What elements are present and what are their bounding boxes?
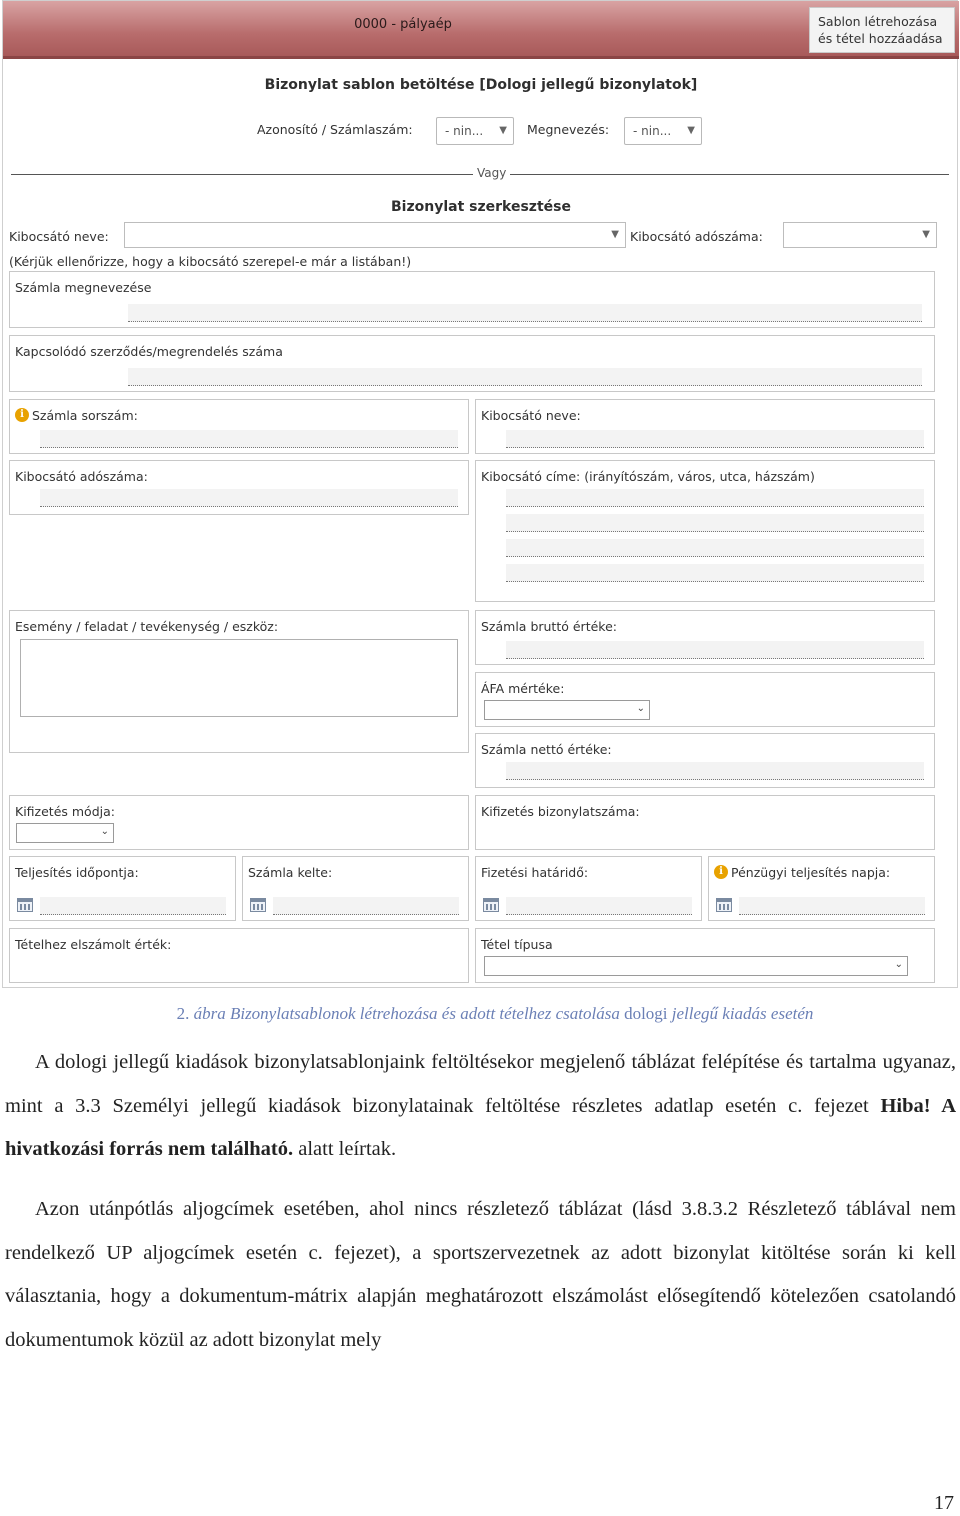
invoice-name-input[interactable]	[128, 304, 922, 322]
calendar-icon[interactable]	[250, 898, 266, 912]
id-dropdown[interactable]: - nin... ▼	[436, 117, 514, 145]
financial-completion-input[interactable]	[739, 897, 925, 915]
form-screenshot	[2, 0, 958, 988]
issuer-address-box: Kibocsátó címe: (irányítószám, város, utca, házszám)	[475, 460, 935, 602]
address-line-3[interactable]	[506, 539, 924, 557]
issuer-tax-input[interactable]	[40, 489, 458, 507]
issuer-name-box: Kibocsátó neve:	[475, 399, 935, 454]
info-icon: i	[15, 408, 29, 422]
address-line-4[interactable]	[506, 564, 924, 582]
paragraph-1: A dologi jellegű kiadások bizonylatsablonjaink feltöltésekor megjelenő táblázat felépítése és tartalma ugyanaz, mint a 3.3 Személyi jellegű kiadások bizonylatainak feltöltése részletes adatlap esetén c. fejezet Hiba! A hivatkozási forrás nem található. alatt leírtak.	[5, 1051, 956, 1160]
edit-section-title: Bizonylat szerkesztése	[391, 199, 571, 215]
issuer-name-input[interactable]	[506, 430, 924, 448]
chevron-down-icon: ▼	[687, 125, 695, 136]
chevron-down-icon: ⌄	[636, 703, 645, 714]
issuer-tax-label: Kibocsátó adószáma:	[630, 229, 763, 244]
page-title: 0000 - pályaép	[354, 17, 452, 32]
settled-value-box: Tételhez elszámolt érték:	[9, 928, 469, 983]
completion-date-input[interactable]	[40, 897, 226, 915]
calendar-icon[interactable]	[483, 898, 499, 912]
issuer-tax-combo[interactable]	[783, 222, 937, 248]
address-line-1[interactable]	[506, 489, 924, 507]
due-date-input[interactable]	[506, 897, 692, 915]
payment-method-select[interactable]	[16, 823, 114, 843]
info-icon: i	[714, 865, 728, 879]
net-box: Számla nettó értéke:	[475, 733, 935, 788]
chevron-down-icon: ▼	[499, 125, 507, 136]
name-dropdown[interactable]: - nin... ▼	[624, 117, 702, 145]
invoice-serial-input[interactable]	[40, 430, 458, 448]
net-input[interactable]	[506, 762, 924, 780]
page-number: 17	[934, 1492, 954, 1514]
or-label: Vagy	[473, 166, 510, 180]
item-type-box: Tétel típusa ⌄	[475, 928, 935, 983]
event-textarea[interactable]	[20, 639, 458, 717]
title-bar	[3, 1, 959, 59]
issuer-name-label: Kibocsátó neve:	[9, 229, 109, 244]
vat-box: ÁFA mértéke: ⌄	[475, 672, 935, 727]
calendar-icon[interactable]	[17, 898, 33, 912]
chevron-down-icon: ▼	[922, 229, 930, 240]
name-label: Megnevezés:	[527, 122, 610, 137]
chevron-down-icon: ▼	[611, 229, 619, 240]
chevron-down-icon: ⌄	[894, 959, 903, 970]
due-date-box: Fizetési határidő:	[475, 856, 702, 921]
issuer-name-combo[interactable]	[124, 222, 626, 248]
invoice-date-input[interactable]	[273, 897, 459, 915]
contract-no-box: Kapcsolódó szerződés/megrendelés száma	[9, 335, 935, 392]
issuer-tax-box: Kibocsátó adószáma:	[9, 460, 469, 515]
paragraph-2: Azon utánpótlás aljogcímek esetében, ahol nincs részletező táblázat (lásd 3.8.3.2 Részletező táblával nem rendelkező UP aljogcímek esetén c. fejezet), a sportszervezetnek az adott bizonylat kitöltése során ki kell választania, hogy a dokumentum-mátrix alapján meghatározott elszámolást elősegítendő kötelezően csatolandó dokumentumok közül az adott bizonylat mely	[5, 1198, 956, 1351]
contract-no-input[interactable]	[128, 368, 922, 386]
invoice-name-box: Számla megnevezése	[9, 271, 935, 328]
id-label: Azonosító / Számlaszám:	[257, 122, 413, 137]
payment-doc-box: Kifizetés bizonylatszáma:	[475, 795, 935, 850]
invoice-date-box: Számla kelte:	[242, 856, 469, 921]
item-type-select[interactable]	[484, 956, 908, 976]
gross-box: Számla bruttó értéke:	[475, 610, 935, 665]
invoice-serial-box: i Számla sorszám:	[9, 399, 469, 454]
reference-error: Hiba! A hivatkozási forrás nem található.	[5, 1094, 956, 1160]
financial-completion-box: i Pénzügyi teljesítés napja:	[708, 856, 935, 921]
completion-date-box: Teljesítés időpontja:	[9, 856, 236, 921]
template-load-title: Bizonylat sablon betöltése [Dologi jellegű bizonylatok]	[264, 77, 698, 93]
calendar-icon[interactable]	[716, 898, 732, 912]
gross-input[interactable]	[506, 641, 924, 659]
payment-method-box: Kifizetés módja: ⌄	[9, 795, 469, 850]
figure-caption: 2. ábra Bizonylatsablonok létrehozása és adott tételhez csatolása dologi jellegű kiadás esetén	[176, 1004, 814, 1023]
create-template-button[interactable]: Sablon létrehozása és tétel hozzáadása	[809, 7, 955, 53]
chevron-down-icon: ⌄	[100, 826, 109, 837]
address-line-2[interactable]	[506, 514, 924, 532]
warning-text: (Kérjük ellenőrizze, hogy a kibocsátó szerepel-e már a listában!)	[9, 254, 412, 269]
event-box: Esemény / feladat / tevékenység / eszköz:	[9, 610, 469, 753]
vat-select[interactable]	[484, 700, 650, 720]
